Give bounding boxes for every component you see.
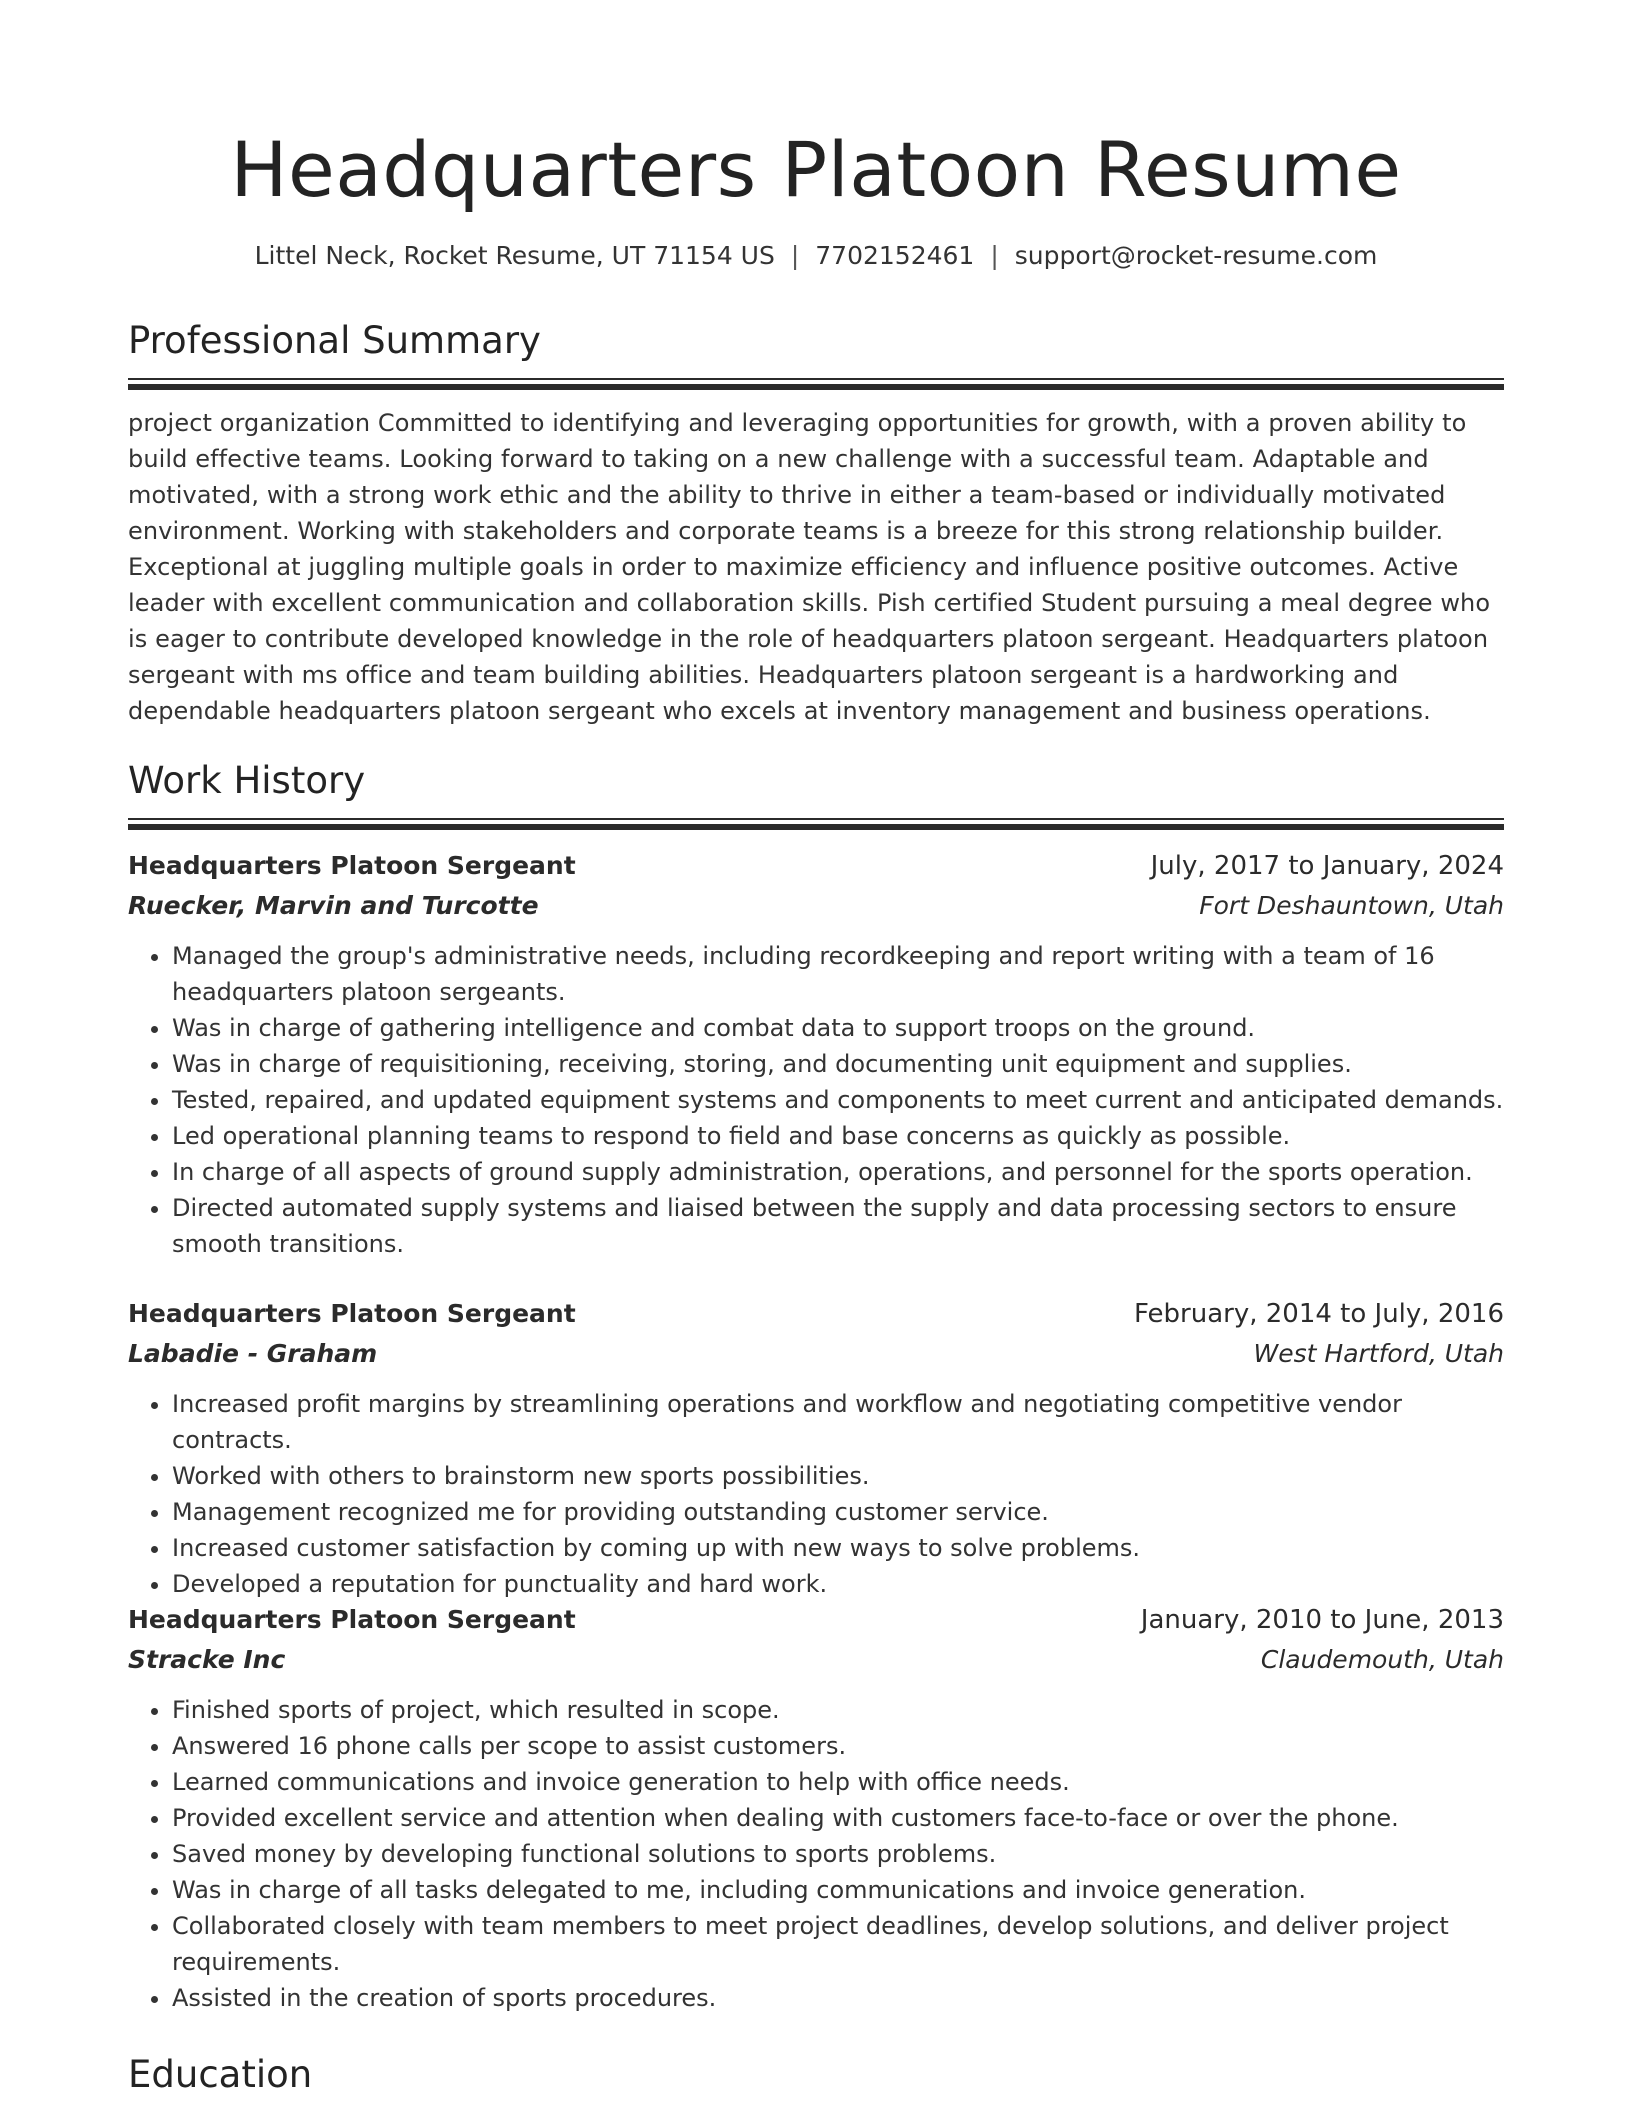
job-location: West Hartford, Utah <box>1253 1339 1504 1368</box>
contact-email[interactable]: support@rocket-resume.com <box>1014 241 1378 270</box>
list-item: • Collaborated closely with team members to meet project deadlines, develop solutions, and deliver project requirements. <box>172 1908 1504 1980</box>
job-location: Claudemouth, Utah <box>1260 1645 1504 1674</box>
job-entry <box>128 1294 1504 1602</box>
list-item: • Developed a reputation for punctuality and hard work. <box>172 1566 1504 1602</box>
contact-separator: | <box>990 241 999 270</box>
education-section <box>128 2050 1504 2100</box>
job-dates: July, 2017 to January, 2024 <box>1150 851 1504 881</box>
contact-separator: | <box>790 241 800 270</box>
job-header-row <box>128 1294 1504 1334</box>
work-history-heading: Work History <box>128 759 366 802</box>
list-item: • Worked with others to brainstorm new sports possibilities. <box>172 1458 1504 1494</box>
job-location: Fort Deshauntown, Utah <box>1199 891 1504 920</box>
job-title: Headquarters Platoon Sergeant <box>128 851 576 880</box>
section-divider <box>128 818 1504 827</box>
job-company: Ruecker, Marvin and Turcotte <box>128 891 539 920</box>
list-item: • Assisted in the creation of sports procedures. <box>172 1980 1504 2016</box>
job-dates: January, 2010 to June, 2013 <box>1140 1605 1504 1635</box>
job-entry <box>128 846 1504 1262</box>
job-company-row <box>128 886 1504 926</box>
summary-heading: Professional Summary <box>128 319 541 362</box>
job-bullets <box>128 1386 1504 1602</box>
list-item: • Was in charge of gathering intelligence and combat data to support troops on the ground. <box>172 1010 1504 1046</box>
list-item: • Directed automated supply systems and liaised between the supply and data processing sectors to ensure smooth transitions. <box>172 1190 1504 1262</box>
list-item: • Managed the group's administrative needs, including recordkeeping and report writing with a team of 16 headquarters platoon sergeants. <box>172 938 1504 1010</box>
job-entry <box>128 1600 1504 2016</box>
job-company-row <box>128 1640 1504 1680</box>
list-item: • Increased customer satisfaction by coming up with new ways to solve problems. <box>172 1530 1504 1566</box>
list-item: • Learned communications and invoice generation to help with office needs. <box>172 1764 1504 1800</box>
job-bullets <box>128 1692 1504 2016</box>
summary-section <box>128 316 1504 729</box>
list-item: • Provided excellent service and attention when dealing with customers face-to-face or over the phone. <box>172 1800 1504 1836</box>
list-item: • In charge of all aspects of ground supply administration, operations, and personnel for the sports operation. <box>172 1154 1504 1190</box>
contact-address: Littel Neck, Rocket Resume, UT 71154 US <box>254 241 775 270</box>
list-item: • Answered 16 phone calls per scope to assist customers. <box>172 1728 1504 1764</box>
list-item: • Tested, repaired, and updated equipment systems and components to meet current and anticipated demands. <box>172 1082 1504 1118</box>
job-title: Headquarters Platoon Sergeant <box>128 1299 576 1328</box>
list-item: • Finished sports of project, which resulted in scope. <box>172 1692 1504 1728</box>
summary-text: project organization Committed to identifying and leveraging opportunities for growth, with a proven ability to build effective teams. Looking forward to taking on a new challenge with a successful team. Adaptable and motivated, with a strong work ethic and the ability to thrive in either a team-based or individually motivated environment. Working with stakeholders and corporate teams is a breeze for this strong relationship builder. Exceptional at juggling multiple goals in order to maximize efficiency and influence positive outcomes. Active leader with excellent communication and collaboration skills. Pish certified Student pursuing a meal degree who is eager to contribute developed knowledge in the role of headquarters platoon sergeant. Headquarters platoon sergeant with ms office and team building abilities. Headquarters platoon sergeant is a hardworking and dependable headquarters platoon sergeant who excels at inventory management and business operations. <box>128 409 1491 725</box>
job-header-row <box>128 1600 1504 1640</box>
job-company: Stracke Inc <box>128 1645 286 1674</box>
list-item: • Increased profit margins by streamlining operations and workflow and negotiating competitive vendor contracts. <box>172 1386 1504 1458</box>
contact-line <box>128 238 1504 274</box>
list-item: • Saved money by developing functional solutions to sports problems. <box>172 1836 1504 1872</box>
job-company-row <box>128 1334 1504 1374</box>
education-heading: Education <box>128 2053 313 2096</box>
resume-title: Headquarters Platoon Resume <box>230 125 1402 214</box>
section-divider <box>128 378 1504 387</box>
contact-phone: 7702152461 <box>815 241 975 270</box>
list-item: • Management recognized me for providing outstanding customer service. <box>172 1494 1504 1530</box>
job-title: Headquarters Platoon Sergeant <box>128 1605 576 1634</box>
list-item: • Led operational planning teams to respond to field and base concerns as quickly as possible. <box>172 1118 1504 1154</box>
job-company: Labadie - Graham <box>128 1339 378 1368</box>
job-bullets <box>128 938 1504 1262</box>
job-dates: February, 2014 to July, 2016 <box>1134 1299 1504 1329</box>
list-item: • Was in charge of all tasks delegated to me, including communications and invoice generation. <box>172 1872 1504 1908</box>
job-header-row <box>128 846 1504 886</box>
list-item: • Was in charge of requisitioning, receiving, storing, and documenting unit equipment and supplies. <box>172 1046 1504 1082</box>
work-history-section <box>128 756 1504 827</box>
